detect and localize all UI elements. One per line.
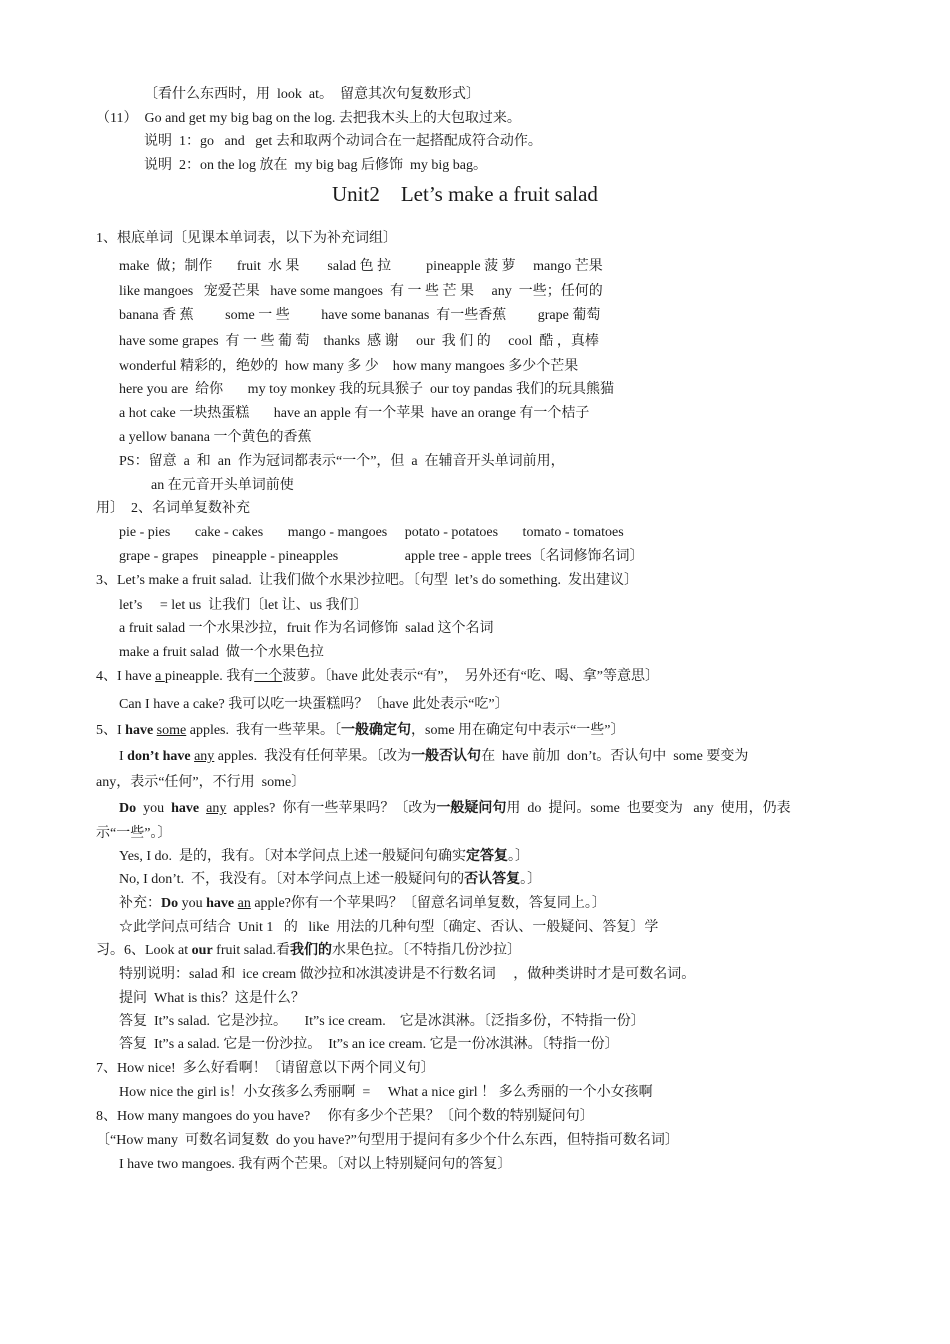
text-line: 〔看什么东西时，用 look at。 留意其次句复数形式〕 (144, 87, 480, 102)
text-line: 7、How nice! 多么好看啊！〔请留意以下两个同义句〕 (96, 1061, 435, 1076)
text-line: 补充：Do you have an apple?你有一个苹果吗？〔留意名词单复数，答复同上。〕 (119, 896, 606, 911)
text-line: like mangoes 宠爱芒果 have some mangoes 有 一 些 芒 果 any 一些；任何的 (119, 284, 603, 299)
text-line: 5、I have some apples. 我有一些苹果。〔一般确定句，some 用在确定句中表示“一些”〕 (96, 723, 625, 738)
text-line: a fruit salad 一个水果沙拉，fruit 作为名词修饰 salad 这个名词 (119, 621, 494, 636)
text-line: an 在元音开头单词前使 (151, 478, 294, 493)
text-line: 说明 1：go and get 去和取两个动词合在一起搭配成符合动作。 (144, 134, 542, 149)
text-line: Can I have a cake? 我可以吃一块蛋糕吗？〔have 此处表示“吃”〕 (119, 697, 509, 712)
text-line: Yes, I do. 是的，我有。〔对本学问点上述一般疑问句确实定答复。〕 (119, 849, 530, 864)
text-line: 说明 2：on the log 放在 my big bag 后修饰 my big bag。 (144, 158, 487, 173)
text-line: a hot cake 一块热蛋糕 have an apple 有一个苹果 have an orange 有一个桔子 (119, 406, 590, 421)
text-line: No, I don’t. 不，我没有。〔对本学问点上述一般疑问句的否认答复。〕 (119, 872, 542, 887)
text-line: here you are 给你 my toy monkey 我的玩具猴子 our toy pandas 我们的玩具熊猫 (119, 382, 614, 397)
text-line: 示“一些”。〕 (96, 826, 172, 841)
text-line: （11） Go and get my big bag on the log. 去把我木头上的大包取过来。 (96, 111, 521, 126)
text-line: make a fruit salad 做一个水果色拉 (119, 645, 324, 660)
text-line: 3、Let’s make a fruit salad. 让我们做个水果沙拉吧。〔句型 let’s do something. 发出建议〕 (96, 573, 639, 588)
text-line: How nice the girl is！小女孩多么秀丽啊 = What a nice girl ！ 多么秀丽的一个小女孩啊 (119, 1085, 653, 1100)
text-line: 提问 What is this？这是什么？ (119, 991, 305, 1006)
text-line: 用〕 2、名词单复数补充 (96, 501, 250, 516)
text-line: 〔“How many 可数名词复数 do you have?”句型用于提问有多少个什么东西，但特指可数名词〕 (96, 1133, 679, 1148)
text-line: 习。6、Look at our fruit salad.看我们的水果色拉。〔不特指几份沙拉〕 (96, 943, 522, 958)
text-line: pie - pies cake - cakes mango - mangoes potato - potatoes tomato - tomatoes (119, 525, 624, 540)
text-line: grape - grapes pineapple - pineapples apple tree - apple trees〔名词修饰名词〕 (119, 549, 644, 564)
text-line: make 做；制作 fruit 水 果 salad 色 拉 pineapple 菠 萝 mango 芒果 (119, 259, 603, 274)
text-line: Do you have any apples? 你有一些苹果吗？〔改为一般疑问句用 do 提问。some 也要变为 any 使用，仍表 (119, 801, 791, 816)
text-line: banana 香 蕉 some 一 些 have some bananas 有一些香蕉 grape 葡萄 (119, 308, 601, 323)
text-line: 1、根底单词〔见课本单词表，以下为补充词组〕 (96, 231, 397, 246)
text-line: I have two mangoes. 我有两个芒果。〔对以上特别疑问句的答复〕 (119, 1157, 512, 1172)
text-line: let’s = let us 让我们〔let 让、us 我们〕 (119, 598, 368, 613)
text-line: 8、How many mangoes do you have? 你有多少个芒果？〔问个数的特别疑问句〕 (96, 1109, 594, 1124)
text-line: wonderful 精彩的，绝妙的 how many 多 少 how many mangoes 多少个芒果 (119, 359, 579, 374)
text-line: 答复 It”s salad. 它是沙拉。 It”s ice cream. 它是冰淇淋。〔泛指多份，不特指一份〕 (119, 1014, 645, 1029)
text-line: PS：留意 a 和 an 作为冠词都表示“一个”，但 a 在辅音开头单词前用， (119, 454, 565, 469)
text-line: 特别说明：salad 和 ice cream 做沙拉和冰淇凌讲是不行数名词 ，做种类讲时才是可数名词。 (119, 967, 696, 982)
text-line: have some grapes 有 一 些 葡 萄 thanks 感 谢 our 我 们 的 cool 酷 ，真棒 (119, 334, 599, 349)
page-title: Unit2 Let’s make a fruit salad (332, 182, 598, 206)
text-line: 4、I have a pineapple. 我有一个菠萝。〔have 此处表示“有”， 另外还有“吃、喝、拿”等意思〕 (96, 669, 660, 684)
text-line: I don’t have any apples. 我没有任何苹果。〔改为一般否认句在 have 前加 don’t。否认句中 some 要变为 (119, 749, 749, 764)
text-line: a yellow banana 一个黄色的香蕉 (119, 430, 312, 445)
text-line: 答复 It”s a salad. 它是一份沙拉。 It”s an ice cream. 它是一份冰淇淋。〔特指一份〕 (119, 1037, 619, 1052)
text-line: ☆此学问点可结合 Unit 1 的 like 用法的几种句型〔确定、否认、一般疑问、答复〕学 (119, 920, 659, 935)
text-line: any，表示“任何”，不行用 some〕 (96, 775, 306, 790)
